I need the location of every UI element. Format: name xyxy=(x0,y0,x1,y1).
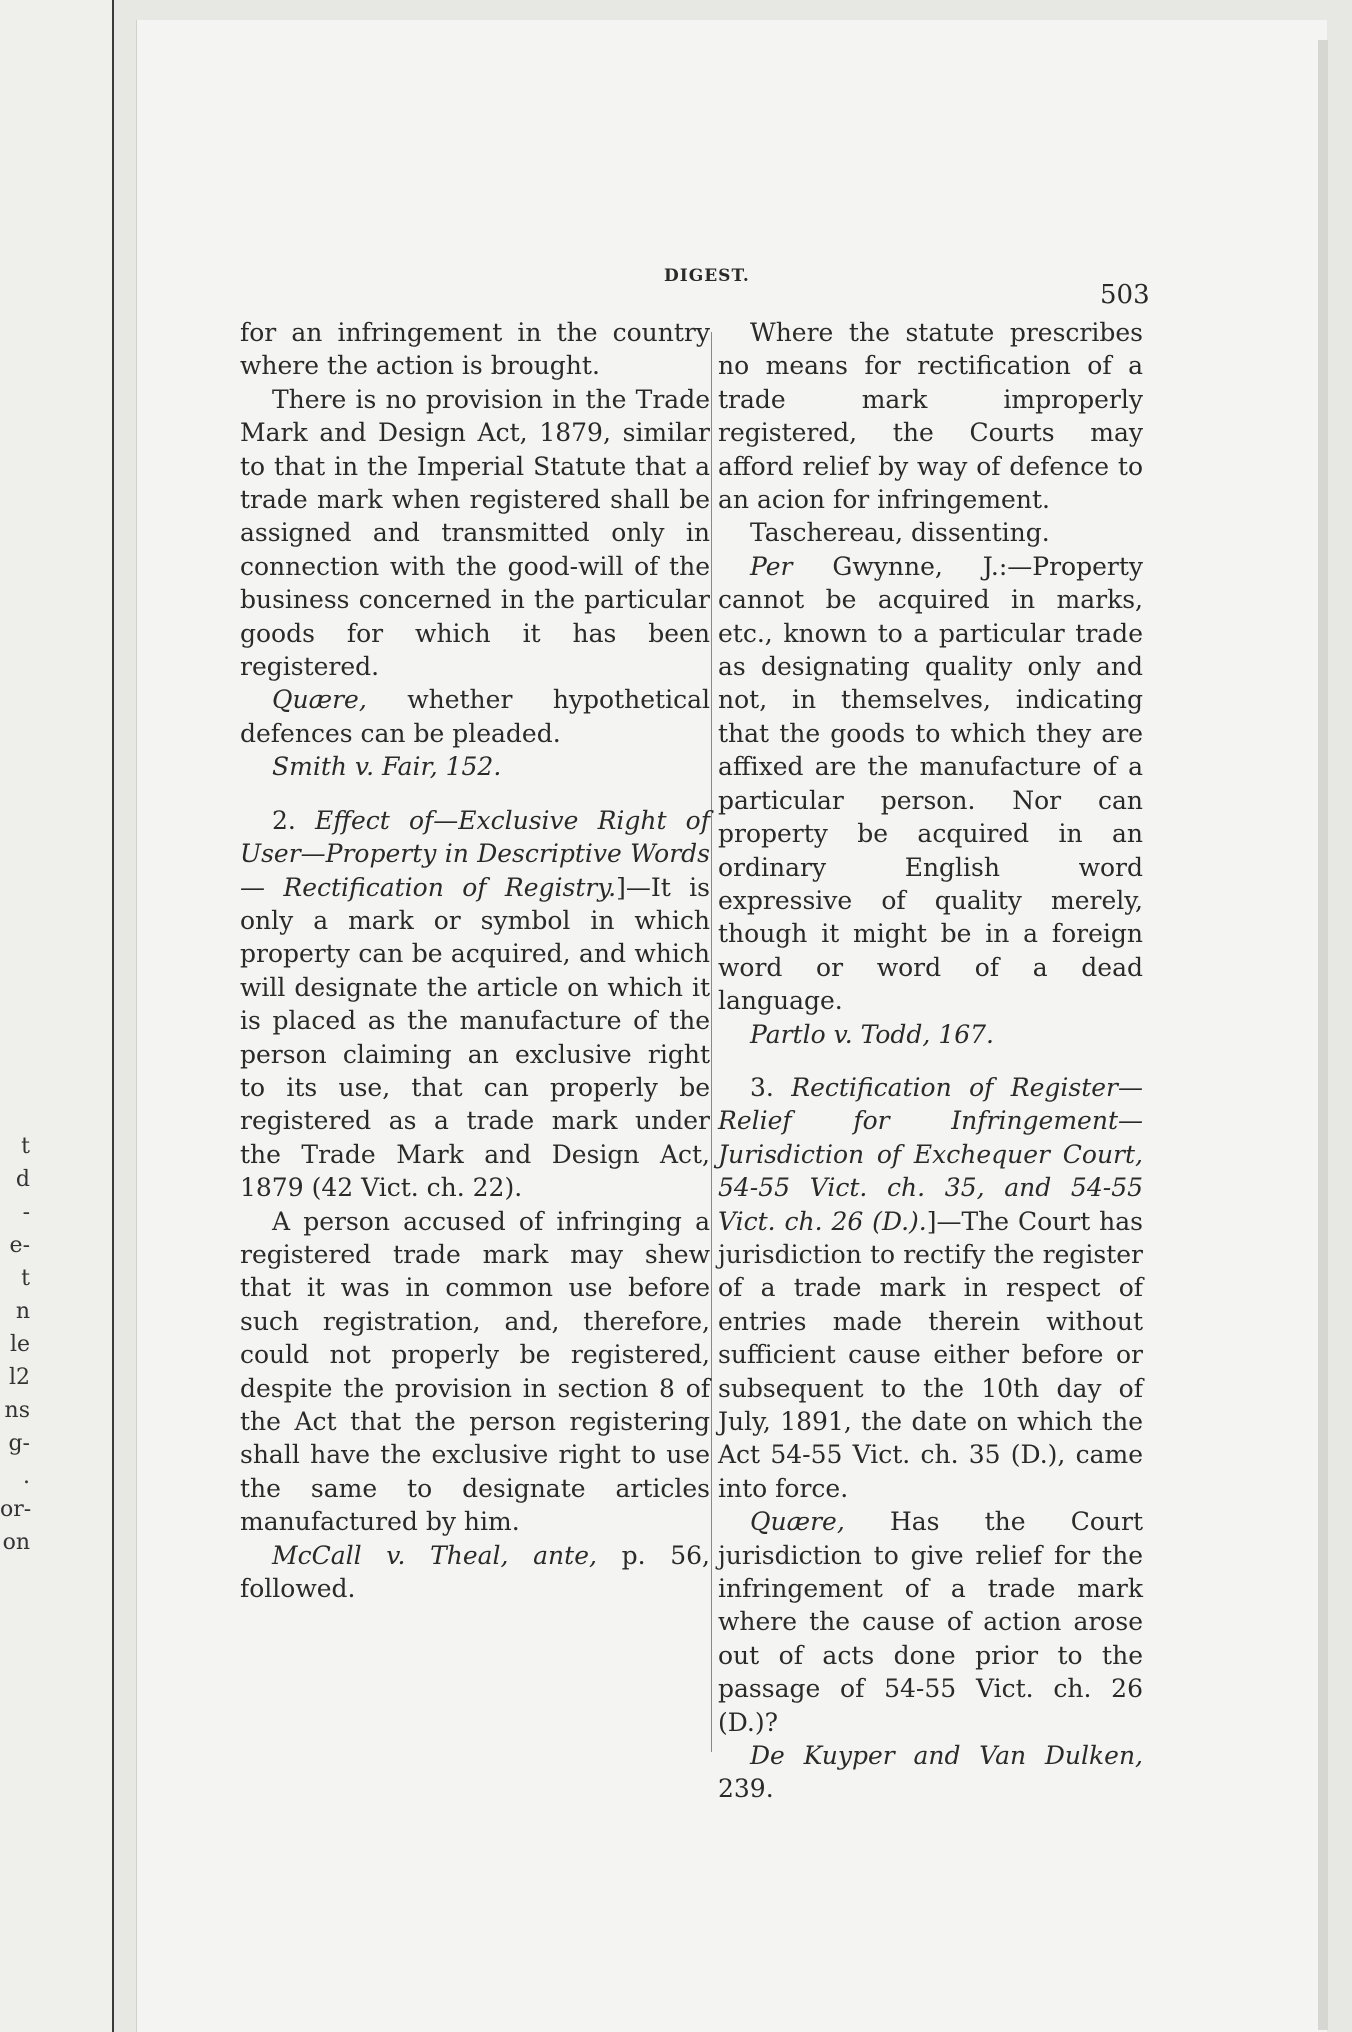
case-citation xyxy=(240,1539,710,1606)
citation-case-name: McCall v. Theal, ante, xyxy=(272,1540,597,1570)
facing-page-fragment: e- xyxy=(9,1233,30,1258)
facing-page-edge xyxy=(0,0,114,2032)
facing-page-fragment: t xyxy=(21,1134,30,1159)
citation-reference: 239. xyxy=(718,1774,774,1804)
digest-entry-3 xyxy=(718,1071,1143,1505)
paragraph: Taschereau, dissenting. xyxy=(750,518,1050,548)
case-citation: Smith v. Fair, 152. xyxy=(272,752,502,782)
facing-page-fragment: - xyxy=(22,1200,30,1225)
entry-number: 2. xyxy=(272,805,296,835)
facing-page-fragment: g- xyxy=(8,1431,30,1456)
paragraph-text: whether hypothetical defences can be pleaded. xyxy=(240,685,710,748)
facing-page-fragments xyxy=(0,1130,30,1559)
facing-page-fragment: n xyxy=(15,1299,30,1324)
facing-page-fragment: on xyxy=(2,1530,30,1555)
facing-page-fragment: t xyxy=(21,1266,30,1291)
quaere-lead: Quære, xyxy=(272,685,367,715)
column-divider xyxy=(711,332,712,1752)
paragraph xyxy=(718,550,1143,1018)
paragraph: A person accused of infringing a registered trade mark may shew that it was in common use before such registration, and, therefore, could not properly be registered, despite the provision in section 8 of the Act that the person registering shall have the exclusive right to use the same to designate articles manufactured by him. xyxy=(240,1206,710,1537)
facing-page-fragment: ns xyxy=(4,1398,30,1423)
digest-entry-2 xyxy=(240,804,710,1205)
right-column xyxy=(718,316,1143,1806)
case-citation xyxy=(718,1739,1143,1806)
running-head: DIGEST. xyxy=(664,266,750,286)
facing-page-fragment: or- xyxy=(0,1497,32,1522)
paragraph xyxy=(718,1505,1143,1739)
case-citation: Partlo v. Todd, 167. xyxy=(750,1019,994,1049)
paragraph-text: Has the Court jurisdiction to give relief for the infringement of a trade mark where the cause of action arose out of acts done prior to the passage of 54-55 Vict. ch. 26 (D.)? xyxy=(718,1507,1143,1737)
page-edge-shadow xyxy=(1318,40,1328,2030)
entry-heading: Rectification of Register—Relief for Infringement—Jurisdiction of Exchequer Court, 54-55 Vict. ch. 35, and 54-55 Vict. ch. 26 (D.). xyxy=(718,1072,1143,1236)
paragraph xyxy=(240,683,710,750)
facing-page-fragment: . xyxy=(23,1464,30,1489)
entry-number: 3. xyxy=(750,1072,774,1102)
left-column xyxy=(240,316,710,1605)
quaere-lead: Quære, xyxy=(750,1507,845,1537)
entry-body: ]—It is only a mark or symbol in which property can be acquired, and which will designate the article on which it is placed as the manufacture of the person claiming an exclusive right to its use, that can properly be registered as a trade mark under the Trade Mark and Design Act, 1879 (42 Vict. ch. 22). xyxy=(240,872,710,1203)
facing-page-fragment: le xyxy=(9,1332,30,1357)
paragraph: for an infringement in the country where the action is brought. xyxy=(240,318,710,381)
entry-body: ]—The Court has jurisdiction to rectify the register of a trade mark in respect of entries made therein without sufficient cause either before or subsequent to the 10th day of July, 1891, the date on which the Act 54-55 Vict. ch. 35 (D.), came into force. xyxy=(718,1206,1143,1503)
per-lead: Per xyxy=(750,551,793,581)
facing-page-fragment: l2 xyxy=(8,1365,30,1390)
citation-reference: p. 56, followed. xyxy=(240,1540,710,1604)
facing-page-fragment: d xyxy=(15,1167,30,1192)
paragraph: Where the statute prescribes no means for rectification of a trade mark improperly registered, the Courts may afford relief by way of defence to an acion for infringement. xyxy=(718,318,1143,515)
paragraph-text: Gwynne, J.:—Property cannot be acquired in marks, etc., known to a particular trade as designating quality only and not, in themselves, indicating that the goods to which they are affixed are the manufacture of a particular person. Nor can property be acquired in an ordinary English word expressive of quality merely, though it might be in a foreign word or word of a dead language. xyxy=(718,551,1143,1016)
citation-case-name: De Kuyper and Van Dulken, xyxy=(750,1741,1143,1771)
page-number: 503 xyxy=(1100,280,1150,310)
entry-heading: Effect of—Exclusive Right of User—Property in Descriptive Words — Rectification of Registry. xyxy=(240,805,710,902)
paragraph: There is no provision in the Trade Mark and Design Act, 1879, similar to that in the Imperial Statute that a trade mark when registered shall be assigned and transmitted only in connection with the good-will of the business concerned in the particular goods for which it has been registered. xyxy=(240,384,710,682)
